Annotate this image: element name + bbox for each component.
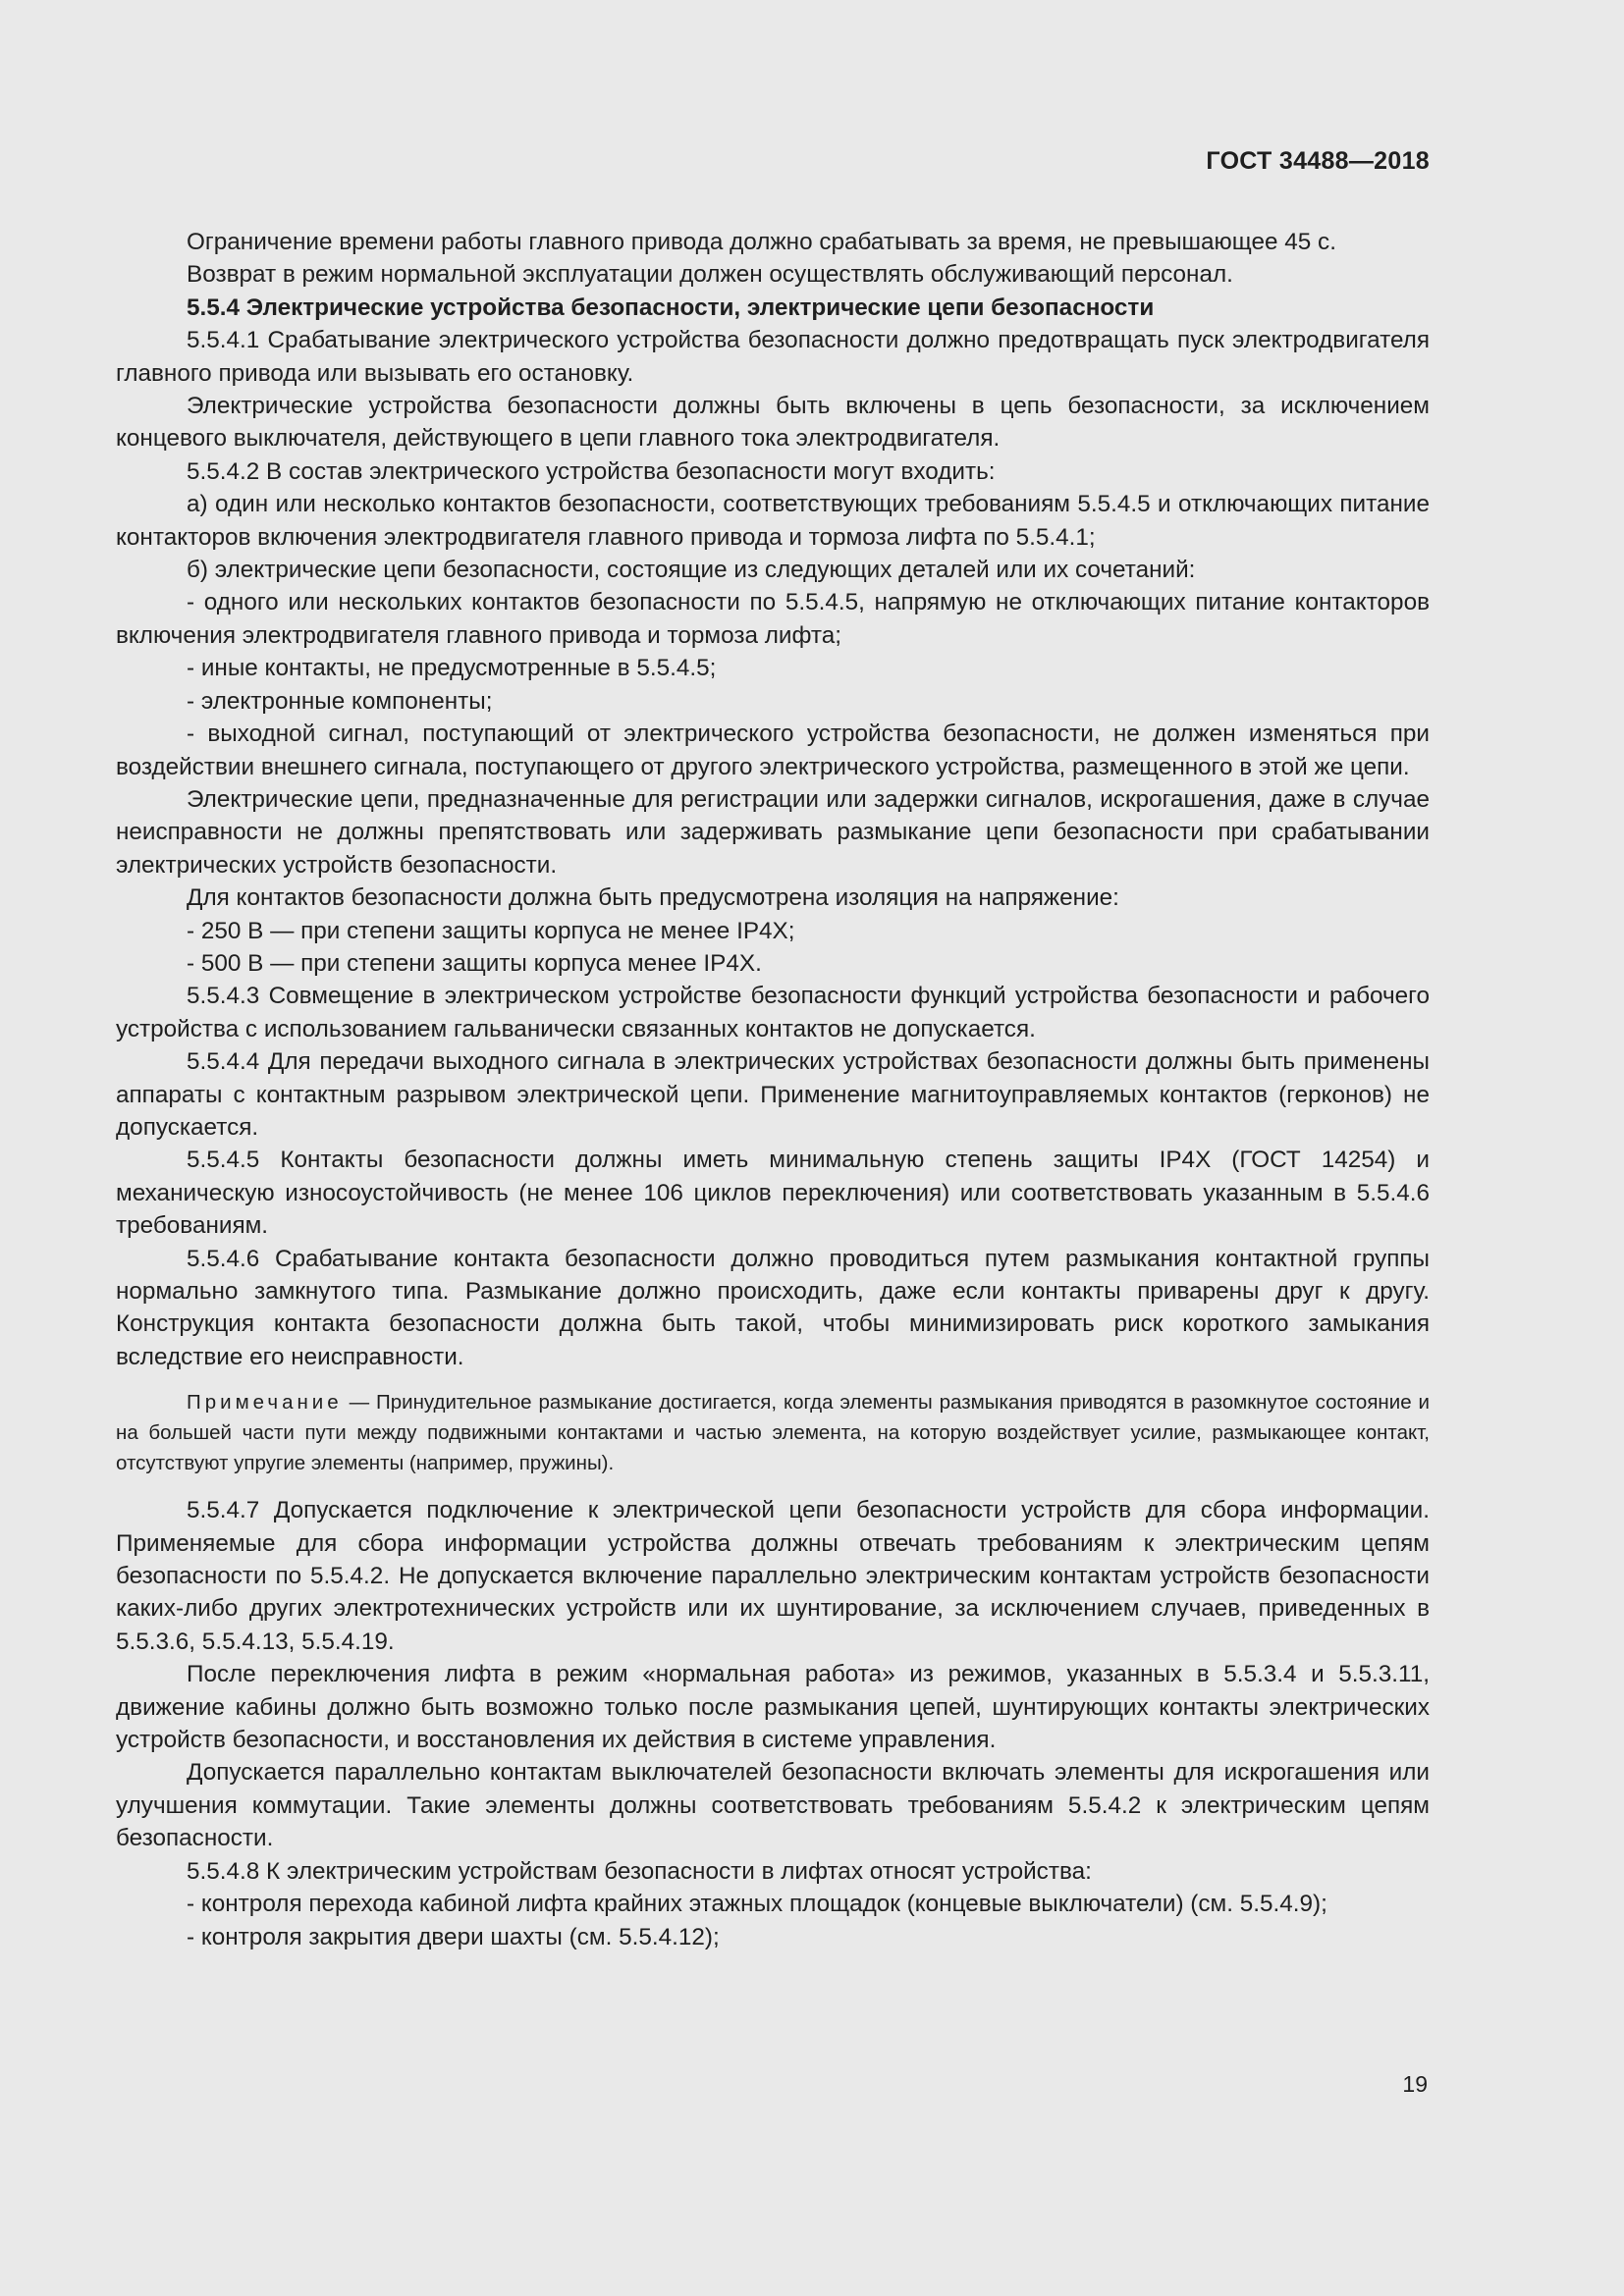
paragraph: 5.5.4.3 Совмещение в электрическом устройстве безопасности функций устройства безопасности и рабочего устройства с использованием гальванически связанных контактов не допускается. (116, 983, 1430, 1042)
paragraph: 5.5.4.4 Для передачи выходного сигнала в электрических устройствах безопасности должны быть применены аппараты с контактным разрывом электрической цепи. Применение магнитоуправляемых контактов (герконов) не допускается. (116, 1048, 1430, 1141)
paragraph: 5.5.4.2 В состав электрического устройства безопасности могут входить: (187, 457, 996, 485)
paragraph: 5.5.4.1 Срабатывание электрического устройства безопасности должно предотвращать пуск электродвигателя главного привода или вызывать его остановку. (116, 327, 1430, 387)
paragraph: Электрические устройства безопасности должны быть включены в цепь безопасности, за исключением концевого выключателя, действующего в цепи главного тока электродвигателя. (116, 393, 1430, 453)
paragraph: Для контактов безопасности должна быть предусмотрена изоляция на напряжение: (187, 884, 1119, 912)
paragraph: 5.5.4.8 К электрическим устройствам безопасности в лифтах относят устройства: (187, 1857, 1092, 1885)
paragraph: 5.5.4.7 Допускается подключение к электрической цепи безопасности устройств для сбора информации. Применяемые для сбора информации устройства должны отвечать требованиям к электрическим цепям безопасности по 5.5.4.2. Не допускается включение параллельно электрическим контактам устройств безопасности каких-либо других электротехнических устройств или их шунтирование, за исключением случаев, приведенных в 5.5.3.6, 5.5.4.13, 5.5.4.19. (116, 1497, 1430, 1655)
standard-designation: ГОСТ 34488—2018 (1206, 147, 1430, 175)
paragraph: После переключения лифта в режим «нормальная работа» из режимов, указанных в 5.5.3.4 и 5.5.3.11, движение кабины должно быть возможно только после размыкания цепей, шунтирующих контакты электрических устройств безопасности, и восстановления их действия в системе управления. (116, 1661, 1430, 1754)
section-heading: 5.5.4 Электрические устройства безопасности, электрические цепи безопасности (187, 294, 1155, 321)
list-item: - иные контакты, не предусмотренные в 5.5.4.5; (187, 655, 717, 682)
list-item: - контроля перехода кабиной лифта крайних этажных площадок (концевые выключатели) (см. 5.5.4.9); (187, 1891, 1327, 1918)
paragraph: Допускается параллельно контактам выключателей безопасности включать элементы для искрогашения или улучшения коммутации. Такие элементы должны соответствовать требованиям 5.5.4.2 к электрическим цепям безопасности. (116, 1759, 1430, 1852)
list-item: - контроля закрытия двери шахты (см. 5.5.4.12); (187, 1923, 720, 1950)
list-item: - 500 В — при степени защиты корпуса менее IP4X. (187, 949, 762, 977)
note-label: Примечание (187, 1391, 343, 1415)
note-text: — Принудительное размыкание достигается, когда элементы размыкания приводятся в разомкнутое состояние и на большей части пути между подвижными контактами и частью элемента, на которую воздействует усилие, размыкающее контакт, отсутствуют упругие элементы (например, пружины). (116, 1391, 1430, 1475)
list-item: - электронные компоненты; (187, 687, 493, 715)
list-item: - выходной сигнал, поступающий от электрического устройства безопасности, не должен изменяться при воздействии внешнего сигнала, поступающего от другого электрического устройства, размещенного в этой же цепи. (116, 721, 1430, 780)
page-number: 19 (1402, 2071, 1428, 2097)
paragraph: Возврат в режим нормальной эксплуатации должен осуществлять обслуживающий персонал. (187, 261, 1233, 289)
note (116, 1387, 1430, 1478)
paragraph: Электрические цепи, предназначенные для регистрации или задержки сигналов, искрогашения, даже в случае неисправности не должны препятствовать или задерживать размыкание цепи безопасности при срабатывании электрических устройств безопасности. (116, 785, 1430, 879)
list-item: б) электрические цепи безопасности, состоящие из следующих деталей или их сочетаний: (187, 557, 1196, 584)
list-item: - 250 В — при степени защиты корпуса не менее IP4X; (187, 917, 795, 944)
list-item: - одного или нескольких контактов безопасности по 5.5.4.5, напрямую не отключающих питание контакторов включения электродвигателя главного привода и тормоза лифта; (116, 589, 1430, 649)
paragraph: 5.5.4.6 Срабатывание контакта безопасности должно проводиться путем размыкания контактной группы нормально замкнутого типа. Размыкание должно происходить, даже если контакты приварены друг к другу. Конструкция контакта безопасности должна быть такой, чтобы минимизировать риск короткого замыкания вследствие его неисправности. (116, 1245, 1430, 1370)
paragraph: 5.5.4.5 Контакты безопасности должны иметь минимальную степень защиты IP4X (ГОСТ 14254) и механическую износоустойчивость (не менее 106 циклов переключения) или соответствовать указанным в 5.5.4.6 требованиям. (116, 1147, 1430, 1240)
list-item: а) один или несколько контактов безопасности, соответствующих требованиям 5.5.4.5 и отключающих питание контакторов включения электродвигателя главного привода и тормоза лифта по 5.5.4.1; (116, 491, 1430, 551)
document-body (116, 226, 1430, 1953)
paragraph: Ограничение времени работы главного привода должно срабатывать за время, не превышающее 45 с. (187, 229, 1336, 255)
